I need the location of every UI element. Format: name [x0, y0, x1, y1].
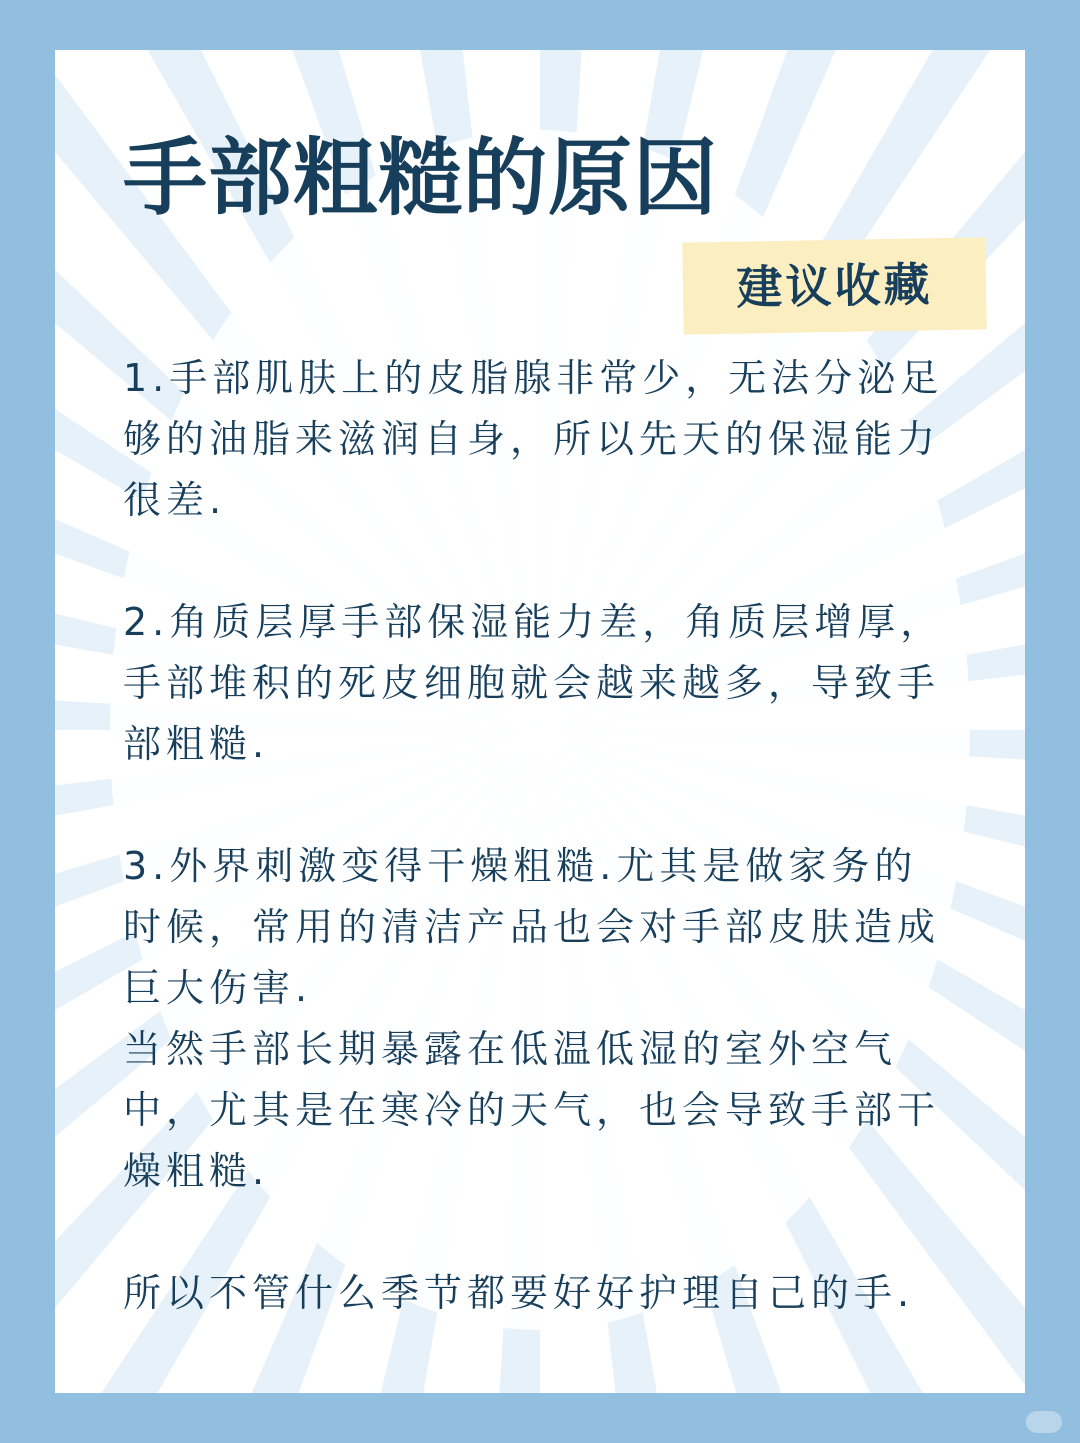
paragraph-spacer — [123, 775, 963, 836]
paragraph-5: 所以不管什么季节都要好好护理自己的手. — [123, 1271, 915, 1315]
paragraph-spacer — [123, 531, 963, 592]
watermark-badge — [1026, 1411, 1062, 1433]
content-card — [55, 50, 1025, 1393]
paragraph-2: 2.角质层厚手部保湿能力差，角质层增厚， 手部堆积的死皮细胞就会越来越多，导致手 部粗糙. — [123, 600, 944, 766]
bookmark-tag-label: 建议收藏 — [736, 257, 933, 315]
body-text — [123, 348, 963, 1324]
paragraph-4: 当然手部长期暴露在低温低湿的室外空气 中，尤其是在寒冷的天气，也会导致手部干 燥粗糙. — [123, 1027, 941, 1193]
page-title: 手部粗糙的原因 — [123, 129, 719, 227]
bookmark-tag — [682, 237, 987, 334]
paragraph-spacer — [123, 1202, 963, 1263]
paragraph-3: 3.外界刺激变得干燥粗糙.尤其是做家务的 时候，常用的清洁产品也会对手部皮肤造成 巨大伤害. — [123, 844, 941, 1010]
paragraph-1: 1.手部肌肤上的皮脂腺非常少，无法分泌足 够的油脂来滋润自身，所以先天的保湿能力 很差. — [123, 356, 944, 522]
